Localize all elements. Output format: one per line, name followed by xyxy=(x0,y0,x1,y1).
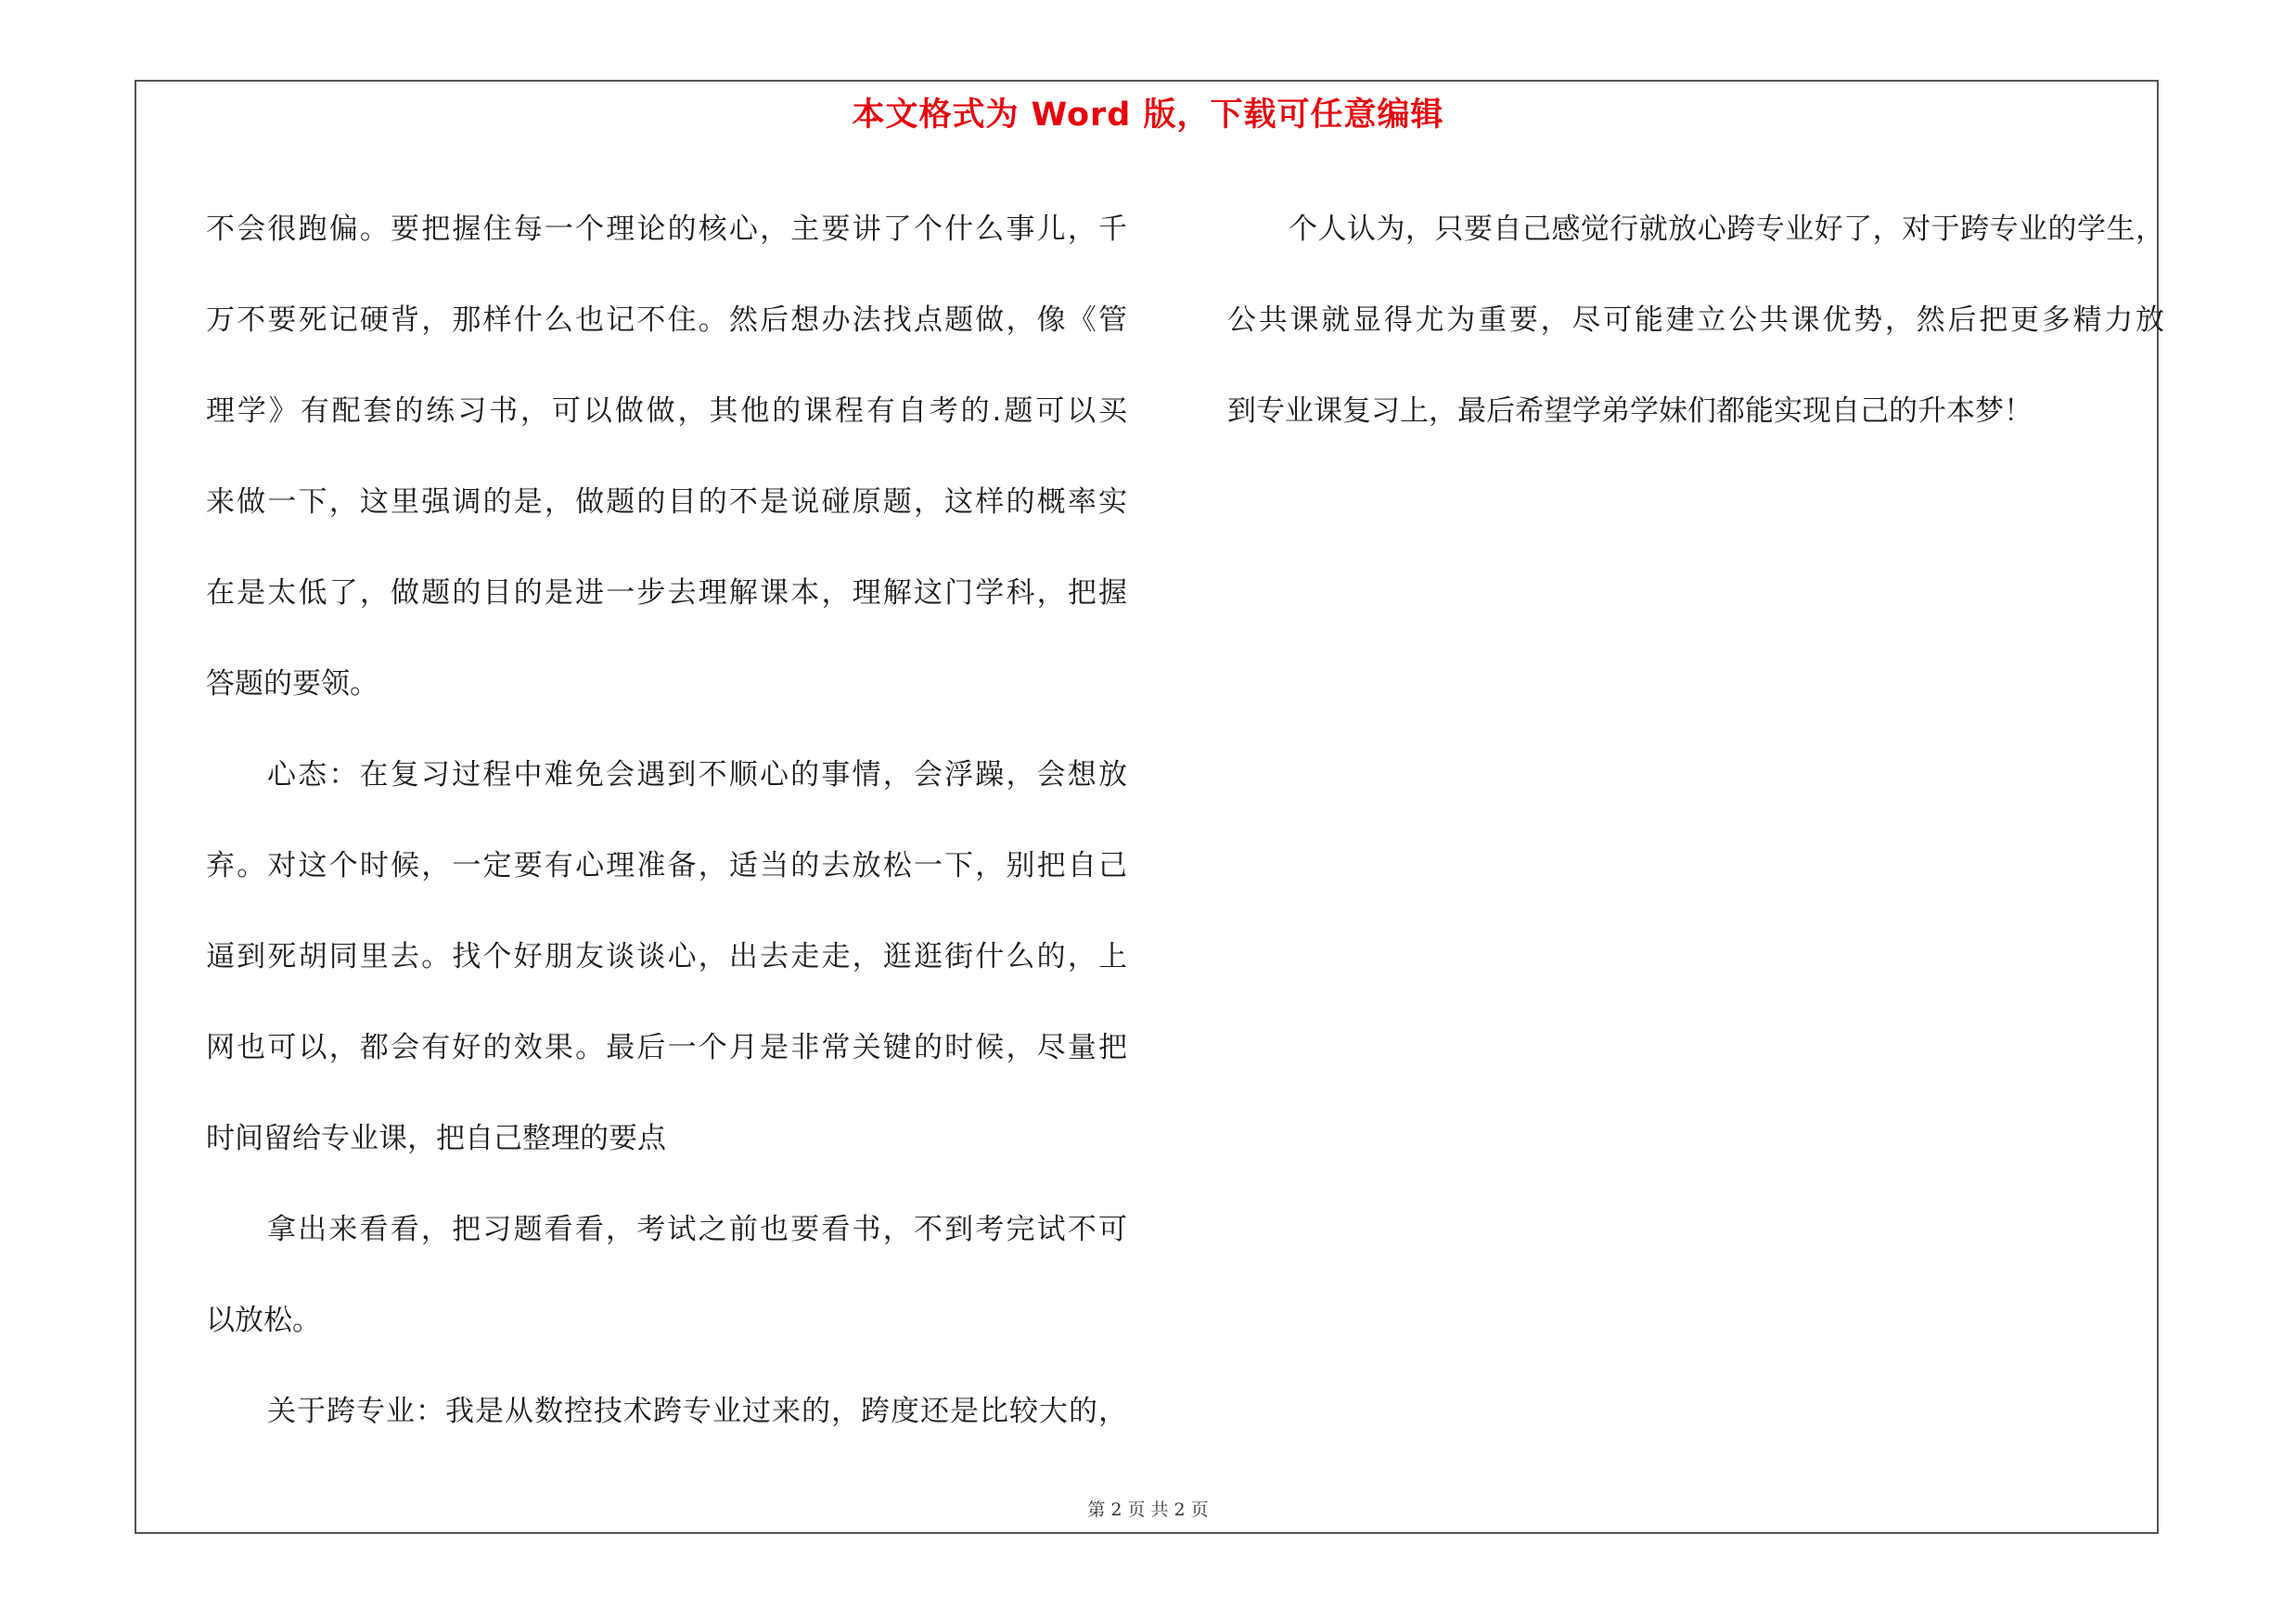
text-line: 万不要死记硬背，那样什么也记不住。然后想办法找点题做，像《管 xyxy=(206,303,1127,337)
left-text-column xyxy=(206,184,1127,1457)
text-line: 理学》有配套的练习书，可以做做，其他的课程有自考的.题可以买 xyxy=(206,394,1127,428)
text-line: 弃。对这个时候，一定要有心理准备，适当的去放松一下，别把自己 xyxy=(206,849,1127,882)
text-line: 来做一下，这里强调的是，做题的目的不是说碰原题，这样的概率实 xyxy=(206,485,1127,519)
text-line: 时间留给专业课，把自己整理的要点 xyxy=(206,1122,666,1155)
text-line: 逼到死胡同里去。找个好朋友谈谈心，出去走走，逛逛街什么的，上 xyxy=(206,940,1127,973)
format-banner: 本文格式为 Word 版，下载可任意编辑 xyxy=(852,97,1444,134)
text-line: 网也可以，都会有好的效果。最后一个月是非常关键的时候，尽量把 xyxy=(206,1031,1127,1064)
text-line: 拿出来看看，把习题看看，考试之前也要看书，不到考完试不可 xyxy=(267,1213,1127,1246)
text-line: 答题的要领。 xyxy=(206,667,378,701)
text-line: 心态：在复习过程中难免会遇到不顺心的事情，会浮躁，会想放 xyxy=(267,758,1127,792)
text-line: 不会很跑偏。要把握住每一个理论的核心，主要讲了个什么事儿，千 xyxy=(206,213,1127,246)
right-text-column xyxy=(1227,184,2164,457)
text-line: 公共课就显得尤为重要，尽可能建立公共课优势，然后把更多精力放 xyxy=(1227,303,2164,337)
text-line: 到专业课复习上，最后希望学弟学妹们都能实现自己的升本梦！ xyxy=(1227,394,2033,428)
text-line: 在是太低了，做题的目的是进一步去理解课本，理解这门学科，把握 xyxy=(206,576,1127,610)
text-line: 关于跨专业：我是从数控技术跨专业过来的，跨度还是比较大的， xyxy=(267,1395,1127,1428)
text-line: 个人认为，只要自己感觉行就放心跨专业好了，对于跨专业的学生， xyxy=(1289,213,2164,246)
text-line: 以放松。 xyxy=(206,1304,321,1337)
page-number-footer: 第 2 页 共 2 页 xyxy=(1087,1500,1209,1520)
